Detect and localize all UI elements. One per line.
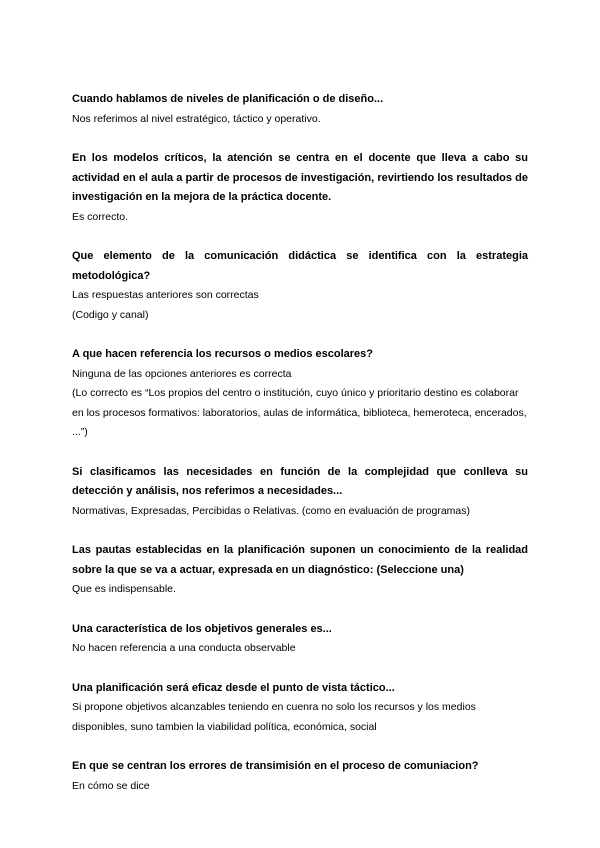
answer-note: (Lo correcto es “Los propios del centro o institución, cuyo único y prioritario destino es colaborar en los procesos formativos: laboratorios, aulas de informática, biblioteca, hemeroteca, encerados, ...”) bbox=[72, 387, 527, 438]
question: Cuando hablamos de niveles de planificación o de diseño... bbox=[72, 93, 384, 105]
question: Si clasificamos las necesidades en función de la complejidad que conlleva su detección y análisis, nos referimos a necesidades... bbox=[72, 465, 528, 497]
question: Las pautas establecidas en la planificación suponen un conocimiento de la realidad sobre la que se va a actuar, expresada en un diagnóstico: (Seleccione una) bbox=[72, 544, 528, 576]
question: A que hacen referencia los recursos o medios escolares? bbox=[72, 348, 373, 360]
qa-item bbox=[72, 90, 528, 129]
answer-note: (Codigo y canal) bbox=[72, 308, 149, 321]
question: Una planificación será eficaz desde el punto de vista táctico... bbox=[72, 681, 395, 694]
question: En los modelos críticos, la atención se centra en el docente que lleva a cabo su actividad en el aula a partir de procesos de investigación, revirtiendo los resultados de investigación en la mejora de la práctica docente. bbox=[72, 152, 528, 203]
qa-item bbox=[72, 149, 528, 227]
document-page bbox=[72, 90, 528, 816]
qa-item bbox=[72, 345, 528, 443]
answer: Si propone objetivos alcanzables teniendo en cuenra no solo los recursos y los medios disponibles, suno tambien la viabilidad política, económica, social bbox=[72, 701, 476, 733]
qa-item bbox=[72, 757, 528, 796]
answer: No hacen referencia a una conducta observable bbox=[72, 642, 296, 654]
qa-item bbox=[72, 620, 528, 659]
qa-item bbox=[72, 463, 528, 522]
question: Una característica de los objetivos generales es... bbox=[72, 622, 332, 635]
answer: En cómo se dice bbox=[72, 779, 150, 792]
answer: Ninguna de las opciones anteriores es correcta bbox=[72, 367, 292, 380]
qa-item bbox=[72, 679, 528, 738]
qa-item bbox=[72, 247, 528, 325]
answer: Que es indispensable. bbox=[72, 583, 176, 595]
question: Que elemento de la comunicación didáctica se identifica con la estrategia metodológica? bbox=[72, 250, 528, 282]
qa-item bbox=[72, 541, 528, 600]
answer: Las respuestas anteriores son correctas bbox=[72, 289, 259, 301]
question: En que se centran los errores de transimisión en el proceso de comuniacion? bbox=[72, 760, 479, 772]
answer: Normativas, Expresadas, Percibidas o Relativas. (como en evaluación de programas) bbox=[72, 504, 471, 517]
answer: Nos referimos al nivel estratégico, táctico y operativo. bbox=[72, 112, 321, 125]
answer: Es correcto. bbox=[72, 210, 129, 223]
